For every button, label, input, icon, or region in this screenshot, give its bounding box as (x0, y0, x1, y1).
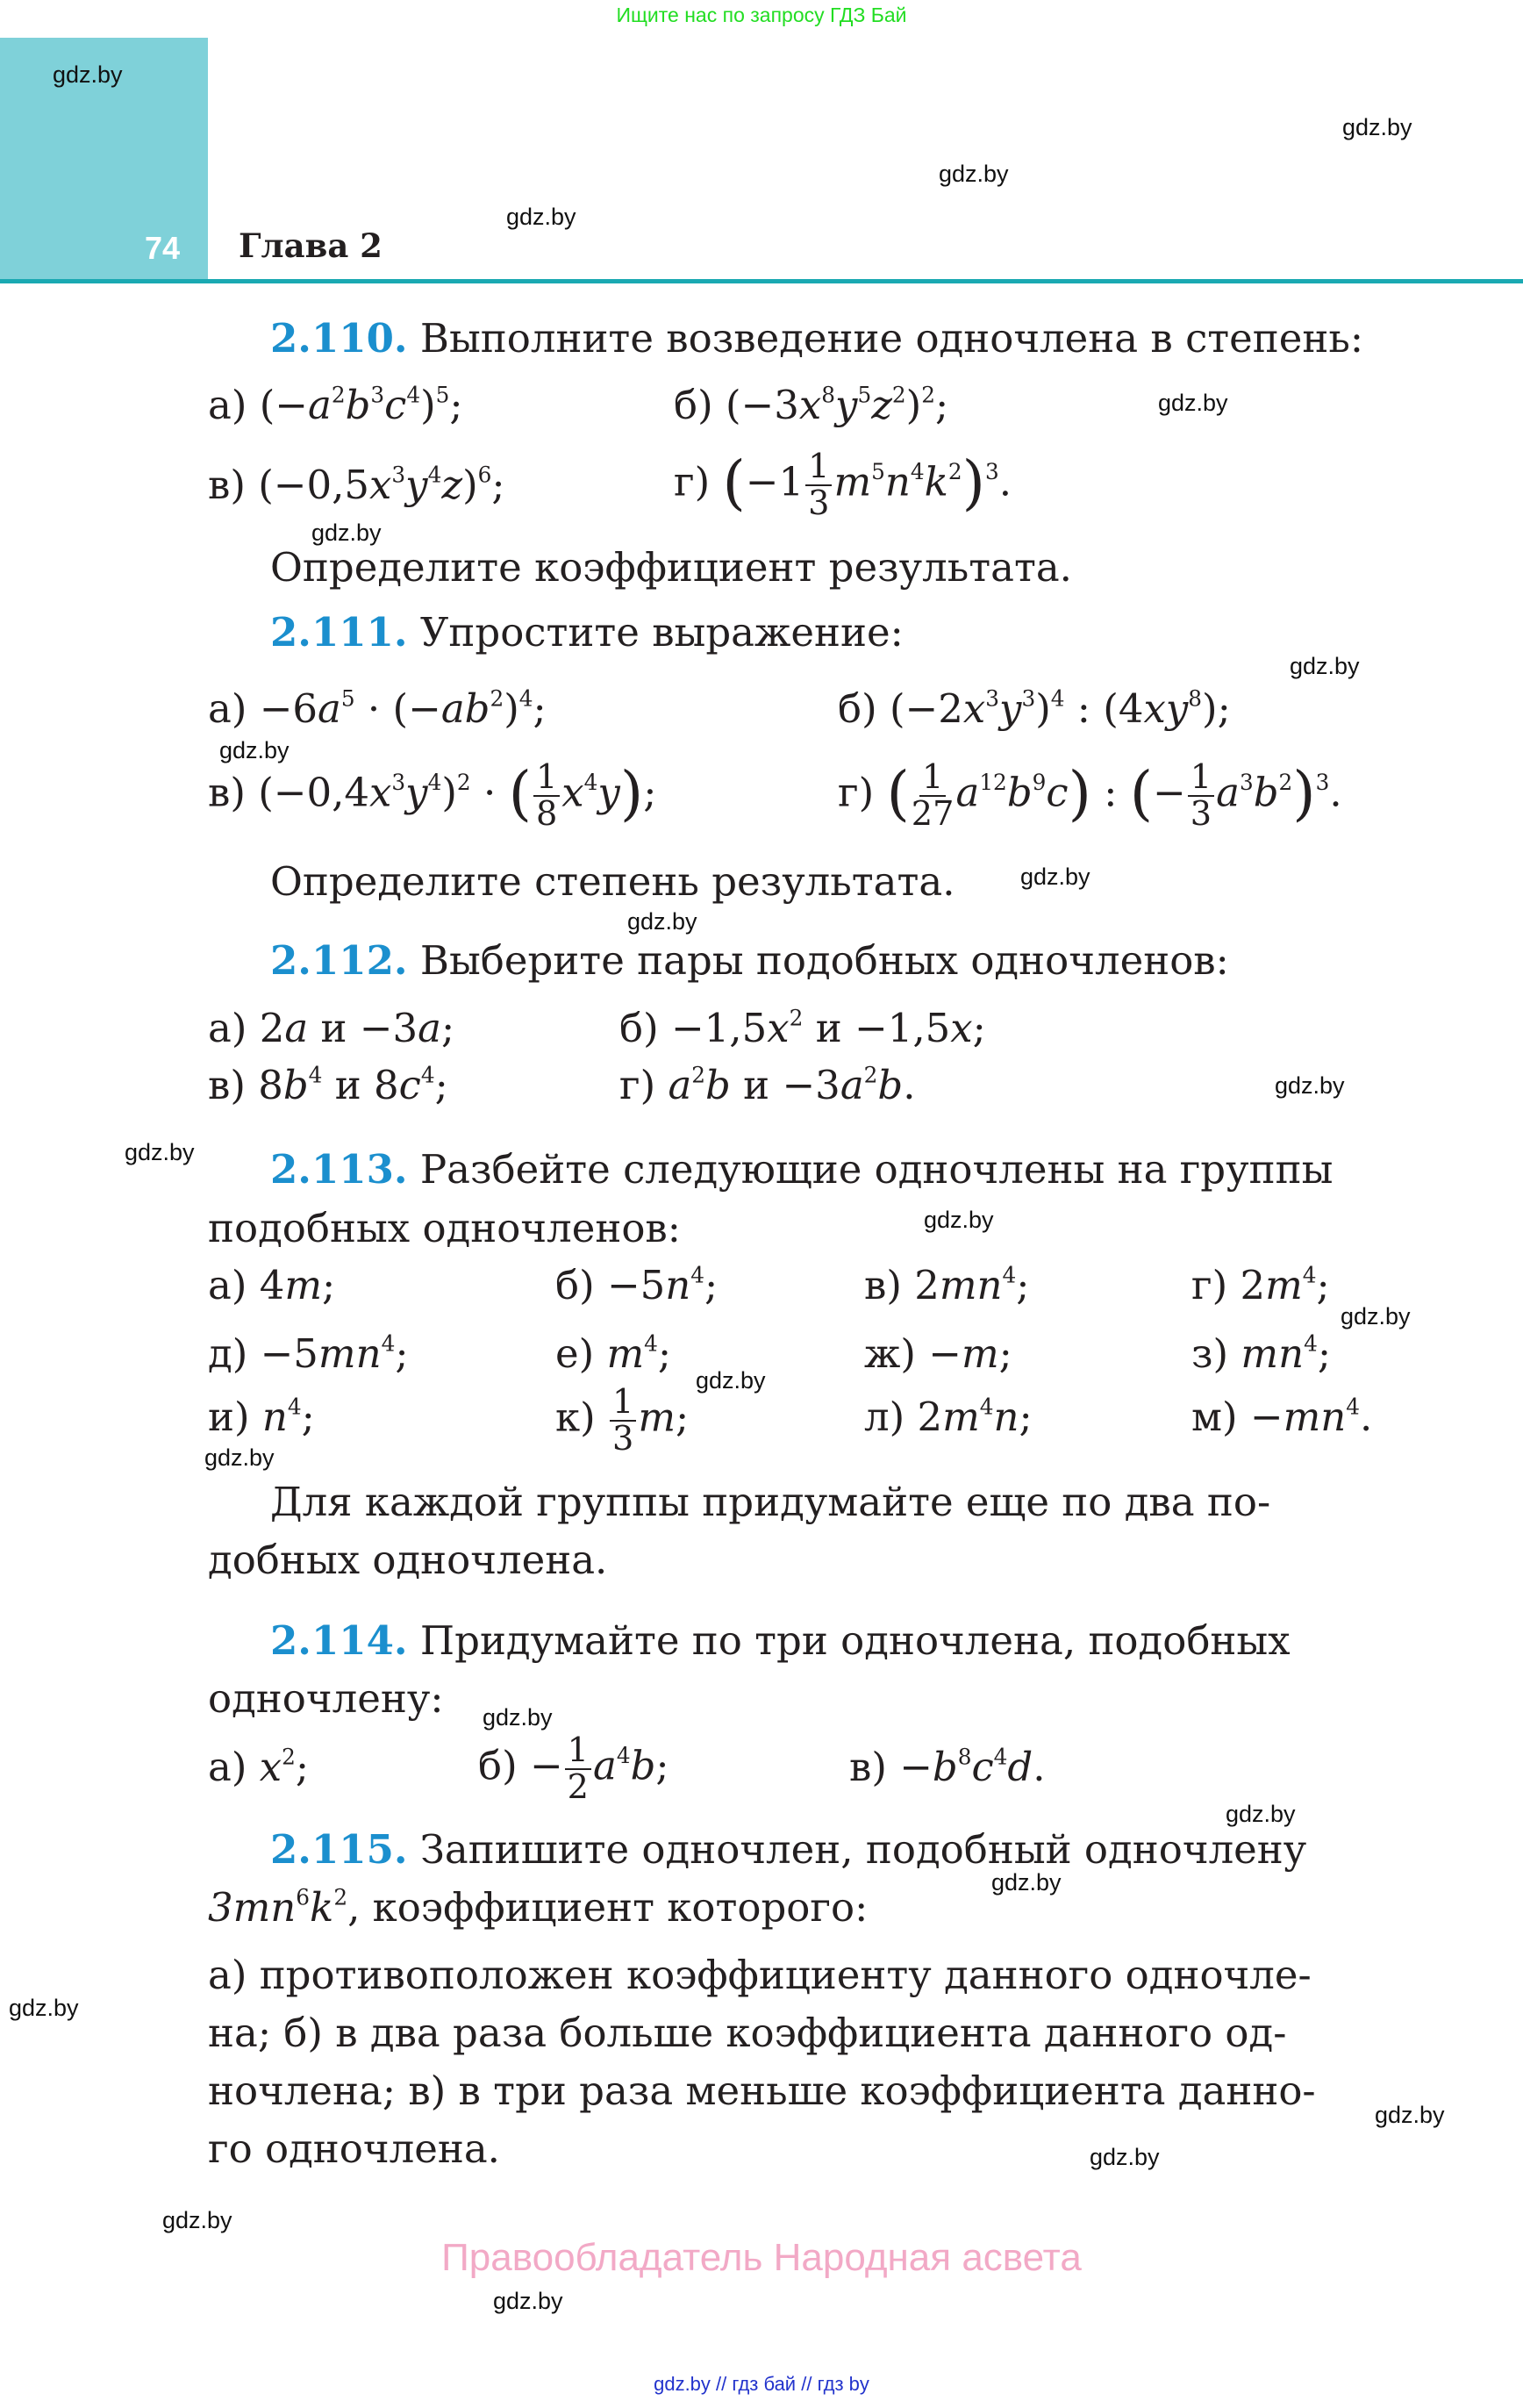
watermark: gdz.by (1158, 390, 1228, 416)
problem-2-113-footer: Для каждой группы придумайте еще по два по- (270, 1479, 1271, 1525)
problem-2-110-item-c: в) $(-0,5x^3y^4z)^6$; (208, 462, 505, 508)
footer-link[interactable]: гдз by (817, 2373, 869, 2395)
top-search-banner: Ищите нас по запросу ГДЗ Бай (616, 4, 907, 26)
problem-2-112-item-b: $б) -1,5x^2$ и −1,5x; (619, 1005, 986, 1051)
watermark: gdz.by (1342, 114, 1412, 140)
problem-2-110-item-d: г) (−1 $\frac{1}{3}$ $m^5n^4k^2)^3$. (674, 447, 1012, 524)
watermark: gdz.by (53, 61, 123, 88)
problem-2-113-item-j: к) $\frac{1}{3}$ m; (555, 1382, 690, 1459)
problem-2-115-heading-cont: $3mn^6k^2$, коэффициент которого: (208, 1884, 869, 1931)
problem-text: Выполните возведение одночлена в степень: (419, 315, 1364, 362)
problem-2-113-heading (270, 1143, 1377, 1196)
watermark: gdz.by (627, 908, 697, 935)
problem-number: 2.110. (270, 315, 408, 362)
watermark: gdz.by (1090, 2144, 1160, 2170)
problem-text: Придумайте по три одночлена, подобных (419, 1617, 1291, 1664)
problem-2-113-item-d: г) $2m^4$; (1191, 1262, 1330, 1308)
problem-2-113-item-f: е) $m^4$; (555, 1330, 672, 1377)
problem-2-112-item-c: в) $8b^4$ и $8c^4$; (208, 1062, 448, 1108)
problem-2-113-item-i: и) $n^4$; (208, 1394, 315, 1440)
watermark: gdz.by (924, 1207, 994, 1233)
problem-2-113-footer-cont: добных одночлена. (208, 1537, 608, 1583)
body-line: ночлена; в) в три раза меньше коэффициента данно- (208, 2068, 1316, 2114)
watermark: gdz.by (991, 1869, 1062, 1896)
problem-2-113-item-l: $м) -mn^4$. (1191, 1394, 1373, 1440)
body-line: го одночлена. (208, 2125, 500, 2172)
watermark: gdz.by (1375, 2102, 1445, 2128)
watermark: gdz.by (939, 161, 1009, 187)
problem-2-110-item-a: а) $(-a^2b^3c^4)^5$; (208, 382, 463, 428)
problem-text: Упростите выражение: (419, 609, 904, 656)
problem-2-114-item-c: $в) -b^8c^4d$. (849, 1744, 1046, 1790)
problem-2-111-item-b: б) $(-2x^3y^3)^4$ : $(4xy^8)$; (838, 685, 1231, 732)
problem-2-113-heading-cont: подобных одночленов: (208, 1205, 681, 1251)
problem-2-113-item-a: а) 4m; (208, 1262, 336, 1308)
footer-links: gdz.by // гдз бай // гдз by (654, 2373, 869, 2395)
problem-number: 2.112. (270, 937, 408, 984)
problem-2-111-heading (270, 606, 904, 659)
watermark: gdz.by (506, 204, 576, 230)
problem-number: 2.113. (270, 1146, 408, 1193)
watermark: gdz.by (9, 1995, 79, 2021)
watermark: gdz.by (162, 2207, 232, 2233)
problem-2-111-item-d: г) ( $\frac{1}{27}$ $a^{12}b^9c$) : (− $\frac{1}{3}$ $a^3b^2)^3$. (838, 757, 1342, 835)
watermark: gdz.by (1290, 653, 1360, 679)
body-line: а) противоположен коэффициенту данного одночле- (208, 1952, 1312, 1998)
problem-2-114-item-a: а) $x^2$; (208, 1744, 310, 1790)
problem-2-112-heading (270, 935, 1229, 987)
footer-link[interactable]: гдз бай (732, 2373, 797, 2395)
problem-2-113-item-k: л) $2m^4n$; (864, 1394, 1033, 1440)
problem-number: 2.111. (270, 609, 408, 656)
watermark: gdz.by (204, 1444, 275, 1471)
problem-2-114-heading (270, 1615, 1377, 1667)
chapter-title: Глава 2 (239, 226, 383, 265)
watermark: gdz.by (493, 2288, 563, 2314)
problem-2-111-item-a: $а) -6a^5 \cdot (-ab^2)^4$; (208, 685, 547, 732)
problem-2-110-footer: Определите коэффициент результата. (270, 544, 1072, 591)
problem-2-110-item-b: б) $(-3x^8y^5z^2)^2$; (674, 382, 949, 428)
watermark: gdz.by (1020, 864, 1090, 890)
watermark: gdz.by (1275, 1072, 1345, 1099)
watermark: gdz.by (696, 1367, 766, 1394)
body-line: на; б) в два раза больше коэффициента данного од- (208, 2010, 1287, 2056)
footer-link[interactable]: gdz.by (654, 2373, 711, 2395)
problem-number: 2.114. (270, 1617, 408, 1664)
problem-2-113-item-h: з) $mn^4$; (1191, 1330, 1331, 1377)
rights-holder-notice: Правообладатель Народная асвета (441, 2236, 1082, 2279)
problem-2-111-item-c: в) $(-0,4x^3y^4)^2$ · ( $\frac{1}{8}$ $x^4y$); (208, 757, 657, 835)
problem-2-115-body (208, 1946, 1377, 2178)
problem-text: Выберите пары подобных одночленов: (419, 937, 1229, 984)
problem-2-114-item-b: б) − $\frac{1}{2}$ $a^4b$; (478, 1731, 669, 1808)
problem-2-110-heading (270, 312, 1363, 365)
problem-2-113-item-e: $д) -5mn^4$; (208, 1330, 409, 1377)
watermark: gdz.by (1226, 1801, 1296, 1827)
problem-2-113-item-c: в) $2mn^4$; (864, 1262, 1030, 1308)
page-number: 74 (145, 230, 181, 266)
watermark: gdz.by (125, 1139, 195, 1165)
problem-2-115-heading (270, 1824, 1377, 1876)
problem-text: Разбейте следующие одночлены на группы (419, 1146, 1334, 1193)
problem-number: 2.115. (270, 1826, 408, 1873)
watermark: gdz.by (1341, 1303, 1411, 1329)
problem-2-113-item-g: ж) −m; (864, 1330, 1012, 1377)
problem-2-113-item-b: $б) -5n^4$; (555, 1262, 719, 1308)
header-rule (0, 279, 1523, 283)
watermark: gdz.by (483, 1704, 553, 1731)
watermark: gdz.by (311, 520, 382, 546)
problem-2-112-item-a: а) 2a и −3a; (208, 1005, 455, 1051)
watermark: gdz.by (219, 737, 290, 763)
problem-text: Запишите одночлен, подобный одночлену (419, 1826, 1307, 1873)
problem-2-111-footer: Определите степень результата. (270, 858, 955, 905)
problem-2-112-item-d: г) $a^2b$ $и -3a^2b$. (619, 1062, 916, 1108)
problem-2-114-heading-cont: одночлену: (208, 1675, 444, 1722)
